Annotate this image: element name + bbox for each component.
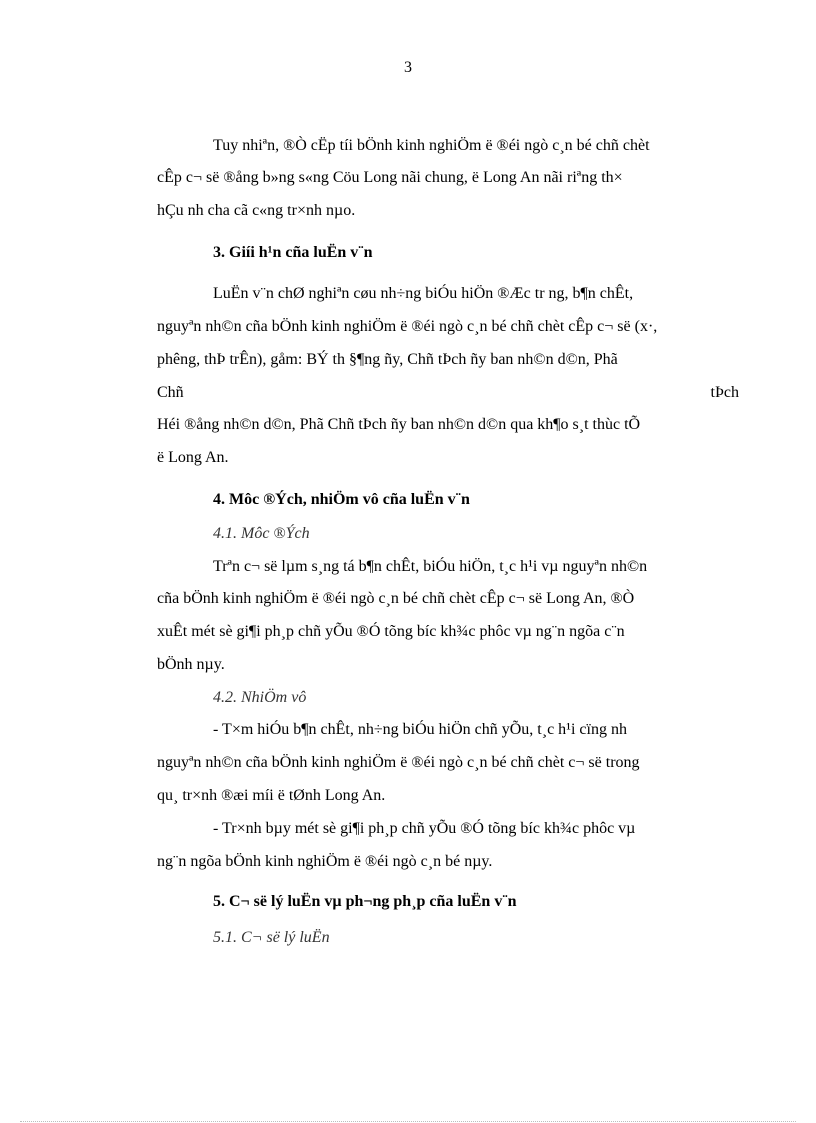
paragraph-line: Trªn c¬ së lµm s¸ng tá b¶n chÊt, biÓu hiÖn, t¸c h¹i vµ nguyªn nh©n <box>213 558 648 575</box>
paragraph-line: nguyªn nh©n cña bÖnh kinh nghiÖm ë ®éi ngò c¸n bé chñ chèt cÊp c¬ së (x·, <box>157 318 658 335</box>
word: Chñ <box>157 384 184 401</box>
paragraph-line: - T×m hiÓu b¶n chÊt, nh÷ng biÓu hiÖn chñ yÕu, t¸c h¹i cïng nh <box>213 721 627 738</box>
subsection-heading-4-1: 4.1. Môc ®Ých <box>213 525 310 542</box>
section-heading-5: 5. C¬ së lý luËn vµ ph¬ng ph¸p cña luËn v¨n <box>213 893 517 910</box>
paragraph-line: LuËn v¨n chØ nghiªn cøu nh÷ng biÓu hiÖn ®Æc tr ng, b¶n chÊt, <box>213 285 634 302</box>
word: tÞch <box>710 384 739 401</box>
paragraph-line: - Tr×nh bµy mét sè gi¶i ph¸p chñ yÕu ®Ó tõng bíc kh¾c phôc vµ <box>213 820 636 837</box>
paragraph-line: cña bÖnh kinh nghiÖm ë ®éi ngò c¸n bé chñ chèt cÊp c¬ së Long An, ®Ò <box>157 590 635 607</box>
paragraph-line: Héi ®ång nh©n d©n, Phã Chñ tÞch ñy ban nh©n d©n qua kh¶o s¸t thùc tÕ <box>157 416 641 433</box>
paragraph-line: xuÊt mét sè gi¶i ph¸p chñ yÕu ®Ó tõng bíc kh¾c phôc vµ ng¨n ngõa c¨n <box>157 623 625 640</box>
subsection-heading-5-1: 5.1. C¬ së lý luËn <box>213 929 330 946</box>
paragraph-line: cÊp c¬ së ®ång b»ng s«ng Cöu Long nãi chung, ë Long An nãi riªng th× <box>157 169 623 186</box>
section-heading-3: 3. Giíi h¹n cña luËn v¨n <box>213 244 373 261</box>
page-number: 3 <box>404 59 412 76</box>
page-bottom-divider <box>20 1121 796 1122</box>
paragraph-line-justified <box>157 384 739 402</box>
paragraph-line: Tuy nhiªn, ®Ò cËp tíi bÖnh kinh nghiÖm ë ®éi ngò c¸n bé chñ chèt <box>213 137 650 154</box>
paragraph-line: phêng, thÞ trÊn), gåm: BÝ th §¶ng ñy, Chñ tÞch ñy ban nh©n d©n, Phã <box>157 351 618 368</box>
section-heading-4: 4. Môc ®Ých, nhiÖm vô cña luËn v¨n <box>213 491 470 508</box>
paragraph-line: nguyªn nh©n cña bÖnh kinh nghiÖm ë ®éi ngò c¸n bé chñ chèt c¬ së trong <box>157 754 640 771</box>
paragraph-line: qu¸ tr×nh ®æi míi ë tØnh Long An. <box>157 787 386 804</box>
subsection-heading-4-2: 4.2. NhiÖm vô <box>213 689 307 706</box>
paragraph-line: hÇu nh cha cã c«ng tr×nh nµo. <box>157 202 356 219</box>
paragraph-line: ë Long An. <box>157 449 229 466</box>
paragraph-line: ng¨n ngõa bÖnh kinh nghiÖm ë ®éi ngò c¸n bé nµy. <box>157 853 493 870</box>
paragraph-line: bÖnh nµy. <box>157 656 225 673</box>
